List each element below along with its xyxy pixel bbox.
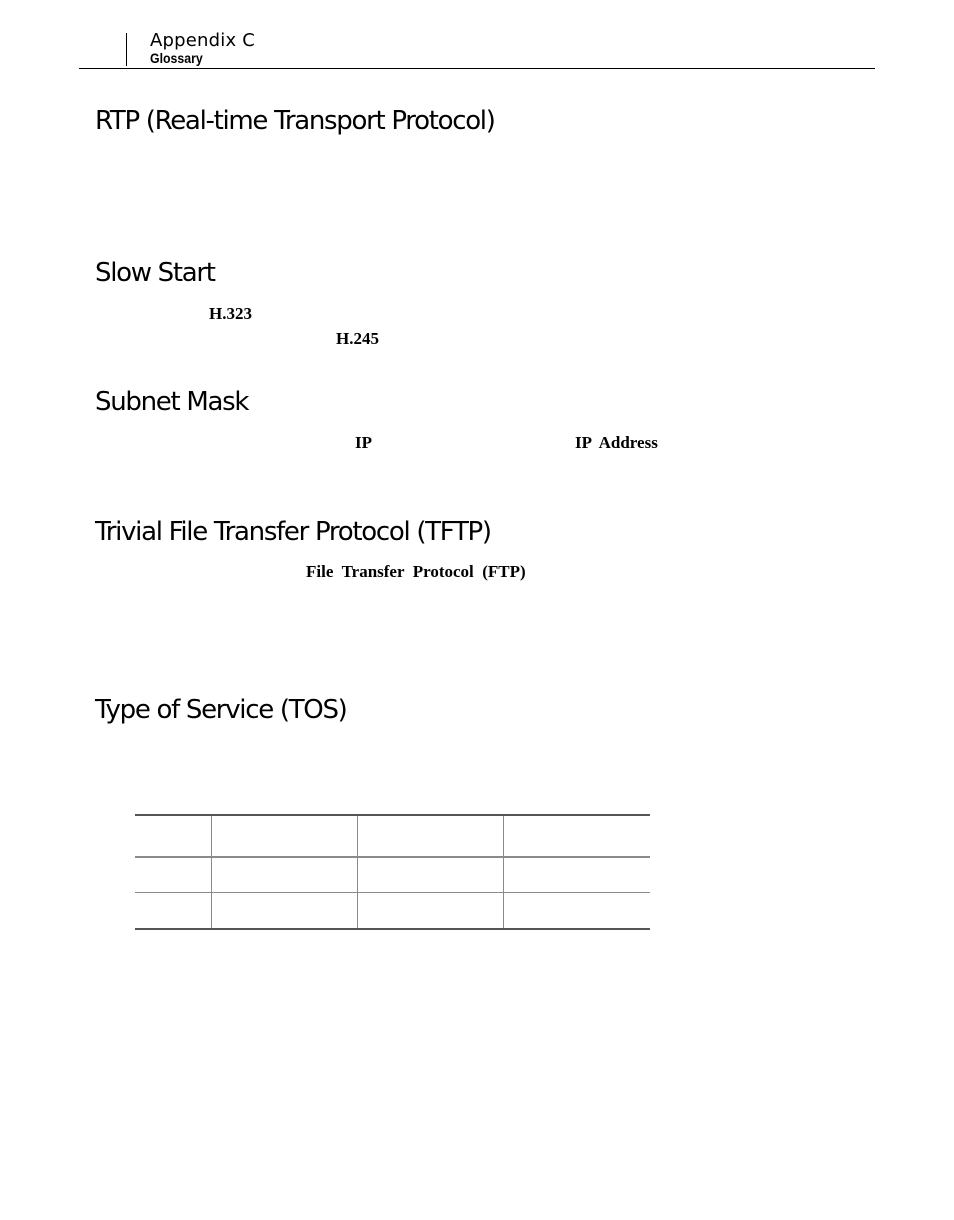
- table-cell: [135, 893, 211, 930]
- header-horizontal-rule: [79, 68, 875, 69]
- term-ftp: File Transfer Protocol (FTP): [306, 562, 526, 581]
- heading-tos: Type of Service (TOS): [95, 695, 347, 725]
- table-row: [135, 857, 650, 893]
- heading-rtp: RTP (Real-time Transport Protocol): [95, 106, 495, 136]
- term-h323: H.323: [209, 304, 252, 323]
- header-subtitle: Glossary: [150, 50, 203, 66]
- table-cell: [211, 893, 357, 930]
- table-row: [135, 893, 650, 930]
- table-cell: [503, 857, 650, 893]
- tos-table: [135, 814, 650, 930]
- table-cell: [135, 857, 211, 893]
- heading-tftp: Trivial File Transfer Protocol (TFTP): [95, 517, 491, 547]
- table-cell: [211, 815, 357, 857]
- heading-slow-start: Slow Start: [95, 258, 215, 288]
- table-cell: [211, 857, 357, 893]
- term-ip-address: IP Address: [575, 433, 658, 452]
- header-vertical-rule: [126, 33, 127, 66]
- table-cell: [503, 893, 650, 930]
- table-header-row: [135, 815, 650, 857]
- table-cell: [357, 857, 503, 893]
- table-cell: [357, 815, 503, 857]
- table-cell: [135, 815, 211, 857]
- table-cell: [357, 893, 503, 930]
- term-h245: H.245: [336, 329, 379, 348]
- header-title: Appendix C: [150, 30, 256, 51]
- term-ip: IP: [355, 433, 372, 452]
- table-cell: [503, 815, 650, 857]
- heading-subnet-mask: Subnet Mask: [95, 387, 249, 417]
